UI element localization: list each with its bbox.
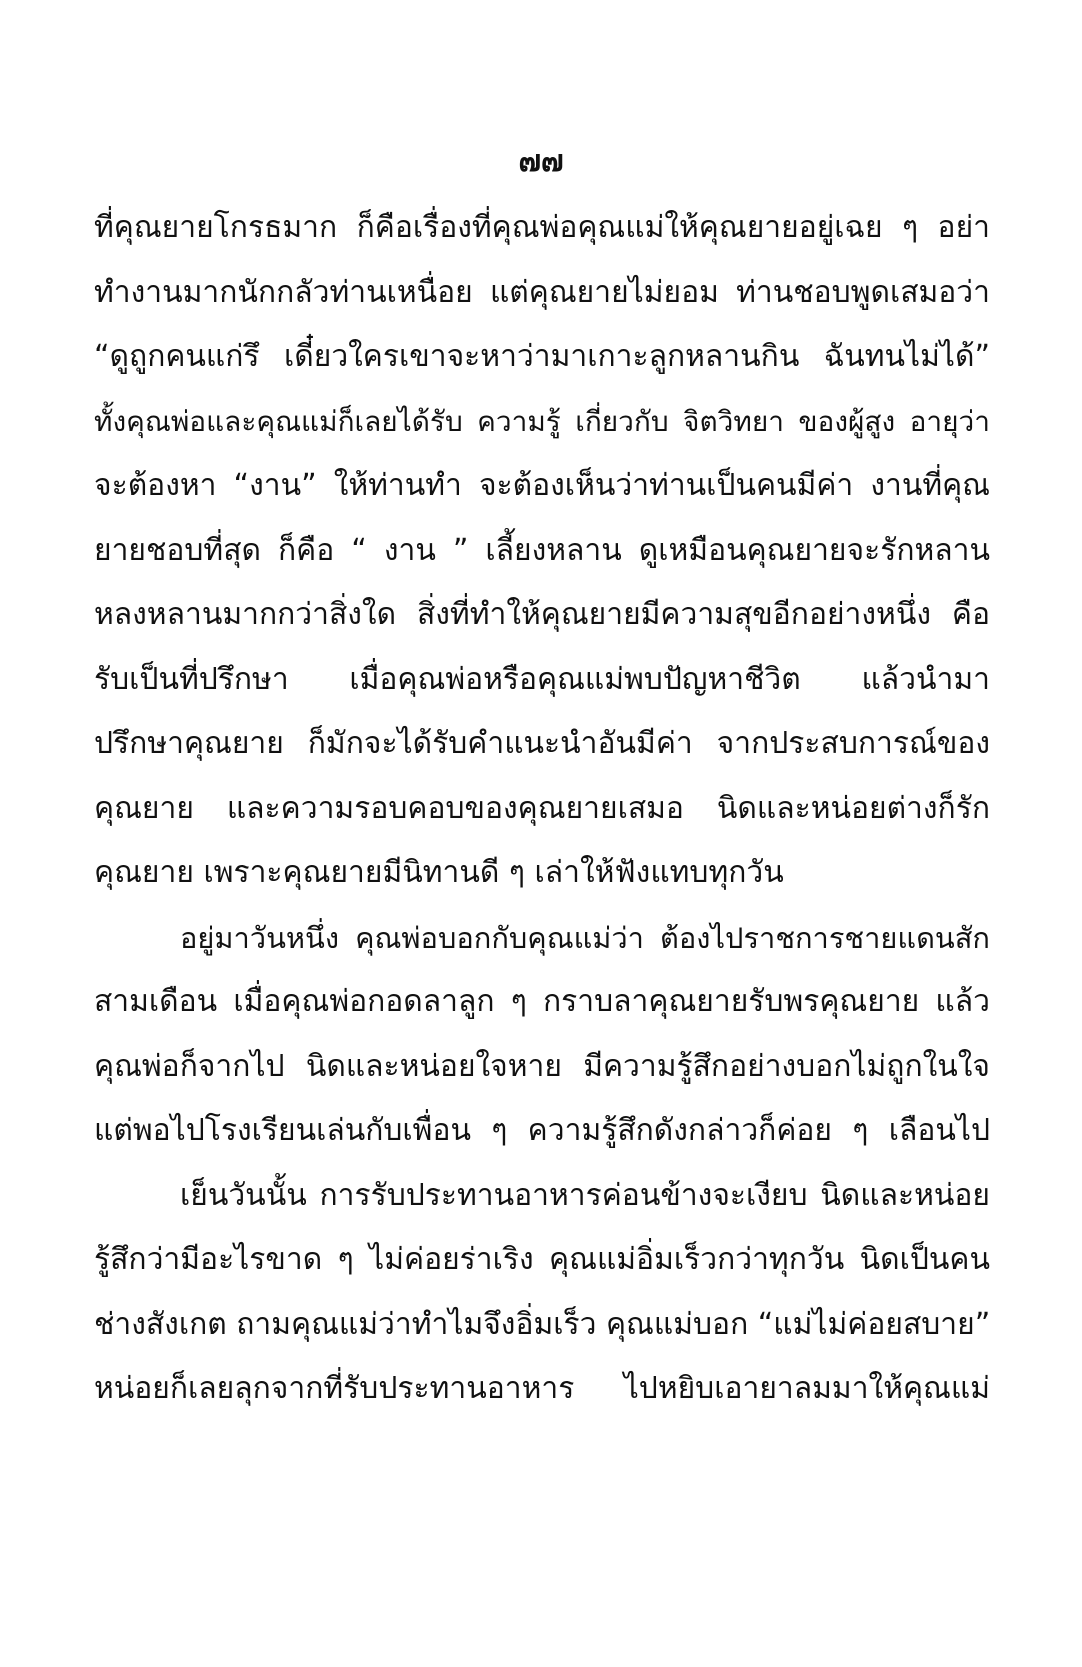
text-line: หลงหลานมากกว่าสิ่งใด สิ่งที่ทำให้คุณยายมีความสุขอีกอย่างหนึ่ง คือ [94,597,990,632]
text-line: เย็นวันนั้น การรับประทานอาหารค่อนข้างจะเงียบ นิดและหน่อย [180,1177,990,1213]
text-line: รู้สึกว่ามีอะไรขาด ๆ ไม่ค่อยร่าเริง คุณแม่อิ่มเร็วกว่าทุกวัน นิดเป็นคน [94,1242,990,1277]
text-line: อยู่มาวันหนึ่ง คุณพ่อบอกกับคุณแม่ว่า ต้องไปราชการชายแดนสัก [180,920,990,955]
text-line: “ดูถูกคนแก่รึ เดี๋ยวใครเขาจะหาว่ามาเกาะลูกหลานกิน ฉันทนไม่ได้” [94,339,990,374]
text-line: ช่างสังเกต ถามคุณแม่ว่าทำไมจึงอิ่มเร็ว คุณแม่บอก “แม่ไม่ค่อยสบาย” [94,1306,990,1342]
text-line: แต่พอไปโรงเรียนเล่นกับเพื่อน ๆ ความรู้สึกดังกล่าวก็ค่อย ๆ เลือนไป [94,1113,990,1148]
body-text [94,196,990,1422]
text-line: ที่คุณยายโกรธมาก ก็คือเรื่องที่คุณพ่อคุณแม่ให้คุณยายอยู่เฉย ๆ อย่า [94,210,990,245]
text-line: หน่อยก็เลยลุกจากที่รับประทานอาหาร ไปหยิบเอายาลมมาให้คุณแม่ [94,1371,990,1406]
page-number: ๗๗ [518,144,564,179]
text-line: ปรึกษาคุณยาย ก็มักจะได้รับคำแนะนำอันมีค่า จากประสบการณ์ของ [94,726,990,761]
text-line: คุณพ่อก็จากไป นิดและหน่อยใจหาย มีความรู้สึกอย่างบอกไม่ถูกในใจ [94,1048,990,1084]
text-line: จะต้องหา “งาน” ให้ท่านทำ จะต้องเห็นว่าท่านเป็นคนมีค่า งานที่คุณ [94,468,990,503]
text-line: รับเป็นที่ปรึกษา เมื่อคุณพ่อหรือคุณแม่พบปัญหาชีวิต แล้วนำมา [94,661,990,697]
text-line: ยายชอบที่สุด ก็คือ “ งาน ” เลี้ยงหลาน ดูเหมือนคุณยายจะรักหลาน [94,532,990,568]
text-line: ทำงานมากนักกลัวท่านเหนื่อย แต่คุณยายไม่ยอม ท่านชอบพูดเสมอว่า [94,274,990,310]
text-line: ทั้งคุณพ่อและคุณแม่ก็เลยได้รับ ความรู้ เกี่ยวกับ จิตวิทยา ของผู้สูง อายุว่า [94,404,990,438]
text-line: คุณยาย และความรอบคอบของคุณยายเสมอ นิดและหน่อยต่างก็รัก [94,790,990,826]
text-line: สามเดือน เมื่อคุณพ่อกอดลาลูก ๆ กราบลาคุณยายรับพรคุณยาย แล้ว [94,984,990,1019]
text-line: คุณยาย เพราะคุณยายมีนิทานดี ๆ เล่าให้ฟังแทบทุกวัน [94,855,784,890]
